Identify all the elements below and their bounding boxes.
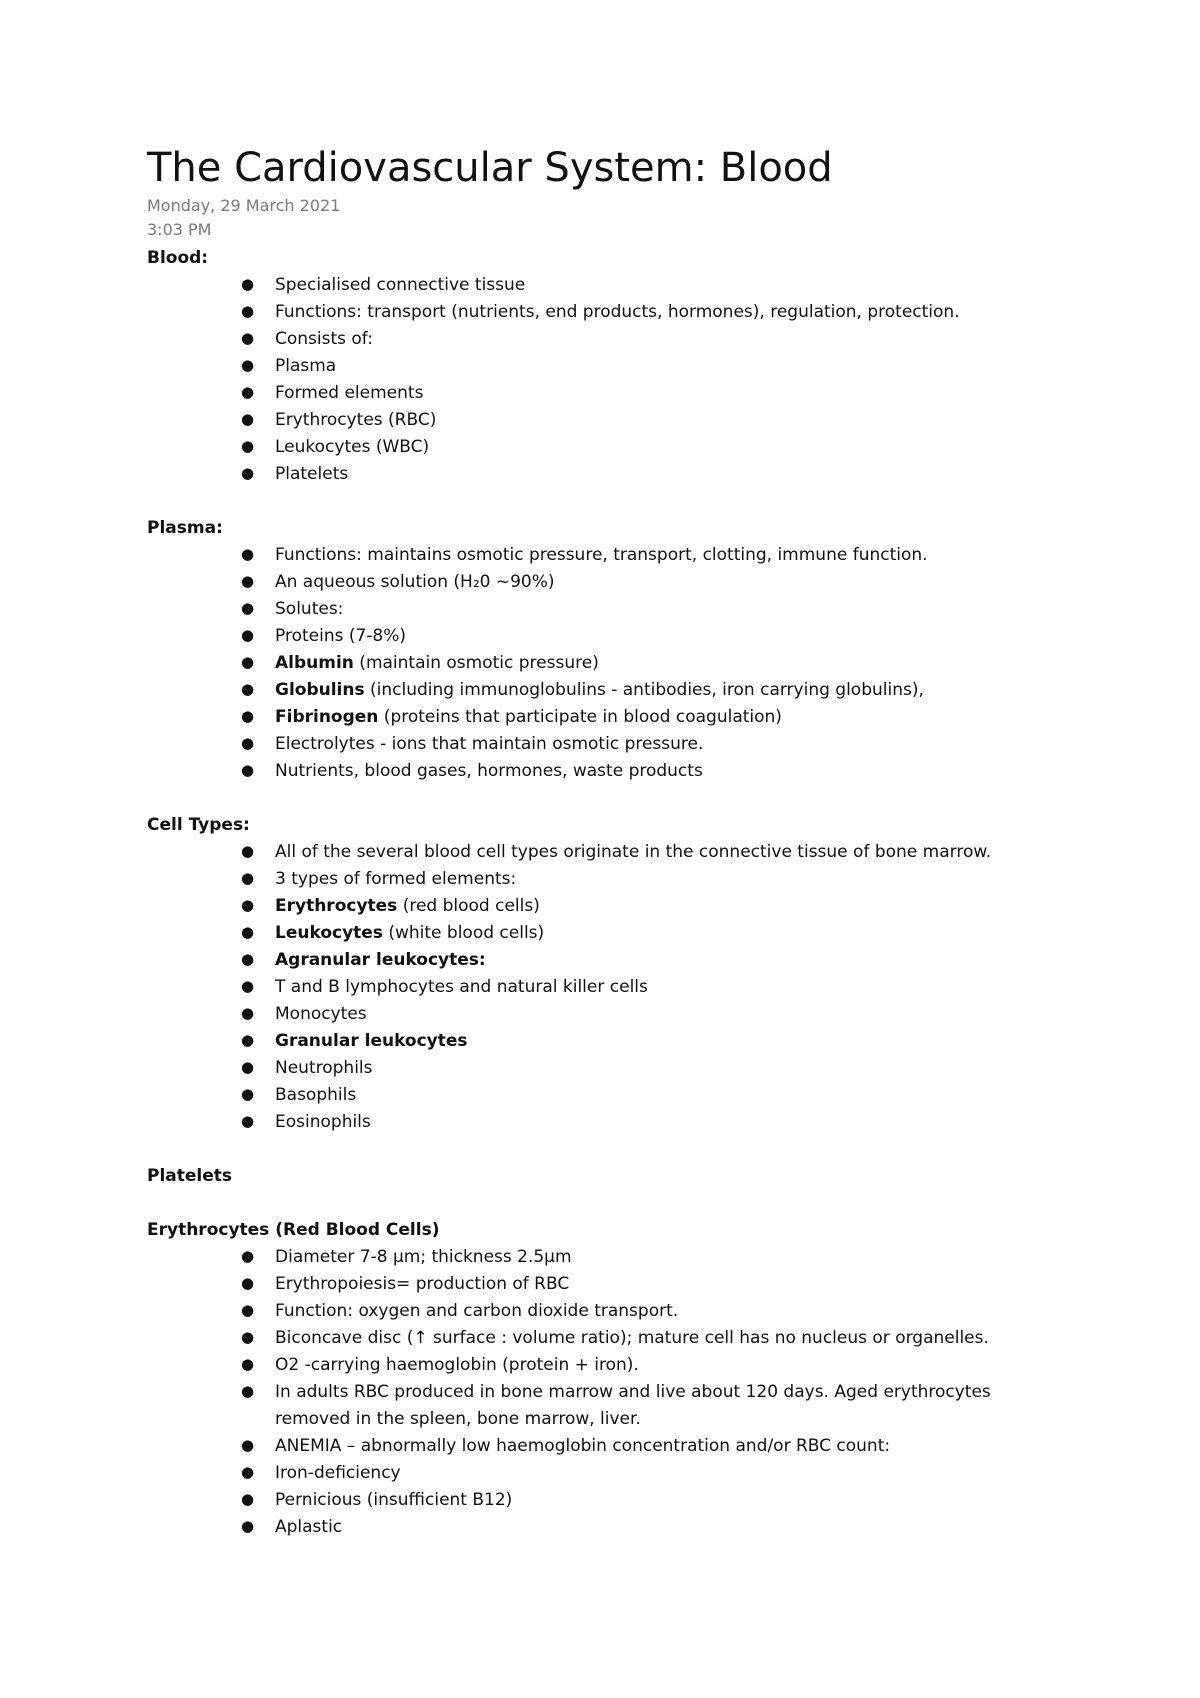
list-item: ● Erythrocytes (RBC) bbox=[241, 410, 437, 430]
note-date: Monday, 29 March 2021 bbox=[147, 196, 341, 215]
list-item: ● Electrolytes - ions that maintain osmotic pressure. bbox=[241, 734, 704, 754]
list-item: ● 3 types of formed elements: bbox=[241, 869, 517, 889]
bullet-icon: ● bbox=[241, 1490, 255, 1508]
section-heading-cell-types: Cell Types: bbox=[147, 815, 250, 835]
plasma-list bbox=[147, 542, 1087, 785]
bullet-icon: ● bbox=[241, 1382, 255, 1400]
bullet-icon: ● bbox=[241, 1058, 255, 1076]
blood-list bbox=[147, 272, 1087, 488]
list-item: ● Globulins (including immunoglobulins - antibodies, iron carrying globulins), bbox=[241, 680, 924, 700]
spacer bbox=[147, 785, 1087, 812]
list-item: ● Biconcave disc (↑ surface : volume ratio); mature cell has no nucleus or organelles. bbox=[241, 1328, 989, 1348]
spacer bbox=[147, 1136, 1087, 1163]
list-item: ● Iron-deficiency bbox=[241, 1463, 401, 1483]
list-item: ● Functions: transport (nutrients, end products, hormones), regulation, protection. bbox=[241, 302, 960, 322]
list-item: ● Formed elements bbox=[241, 383, 424, 403]
bullet-icon: ● bbox=[241, 896, 255, 914]
bullet-icon: ● bbox=[241, 761, 255, 779]
bullet-icon: ● bbox=[241, 599, 255, 617]
list-item: ● Basophils bbox=[241, 1085, 357, 1105]
list-item: ● Diameter 7-8 µm; thickness 2.5µm bbox=[241, 1247, 572, 1267]
list-item: ● Proteins (7-8%) bbox=[241, 626, 407, 646]
list-item: ● Albumin (maintain osmotic pressure) bbox=[241, 653, 599, 673]
list-item: ● Specialised connective tissue bbox=[241, 275, 526, 295]
list-item: ● Leukocytes (white blood cells) bbox=[241, 923, 545, 943]
bullet-icon: ● bbox=[241, 734, 255, 752]
bullet-icon: ● bbox=[241, 1301, 255, 1319]
bullet-icon: ● bbox=[241, 437, 255, 455]
spacer bbox=[147, 488, 1087, 515]
list-item: ● Nutrients, blood gases, hormones, waste products bbox=[241, 761, 703, 781]
list-item: ● Erythrocytes (red blood cells) bbox=[241, 896, 540, 916]
list-item: ● Monocytes bbox=[241, 1004, 367, 1024]
bullet-icon: ● bbox=[241, 950, 255, 968]
section-heading-plasma: Plasma: bbox=[147, 518, 223, 538]
note-time: 3:03 PM bbox=[147, 220, 212, 239]
list-item: ● Functions: maintains osmotic pressure, transport, clotting, immune function. bbox=[241, 545, 928, 565]
bullet-icon: ● bbox=[241, 1274, 255, 1292]
list-item: ● Fibrinogen (proteins that participate in blood coagulation) bbox=[241, 707, 782, 727]
spacer bbox=[147, 1190, 1087, 1217]
cell-types-list bbox=[147, 839, 1087, 1136]
list-item: ● Platelets bbox=[241, 464, 349, 484]
bullet-icon: ● bbox=[241, 923, 255, 941]
list-item: ● ANEMIA – abnormally low haemoglobin concentration and/or RBC count: bbox=[241, 1436, 891, 1456]
bullet-icon: ● bbox=[241, 977, 255, 995]
bullet-icon: ● bbox=[241, 1004, 255, 1022]
section-heading-blood: Blood: bbox=[147, 248, 209, 268]
list-item: ● Neutrophils bbox=[241, 1058, 373, 1078]
bullet-icon: ● bbox=[241, 383, 255, 401]
bullet-icon: ● bbox=[241, 1085, 255, 1103]
bullet-icon: ● bbox=[241, 842, 255, 860]
list-item: ● Leukocytes (WBC) bbox=[241, 437, 430, 457]
bullet-icon: ● bbox=[241, 1247, 255, 1265]
bullet-icon: ● bbox=[241, 464, 255, 482]
bullet-icon: ● bbox=[241, 1031, 255, 1049]
bullet-icon: ● bbox=[241, 356, 255, 374]
section-heading-erythrocytes: Erythrocytes (Red Blood Cells) bbox=[147, 1220, 440, 1240]
bullet-icon: ● bbox=[241, 1517, 255, 1535]
section-heading-platelets: Platelets bbox=[147, 1166, 233, 1186]
list-item: ● Agranular leukocytes: bbox=[241, 950, 486, 970]
list-item: ● Function: oxygen and carbon dioxide transport. bbox=[241, 1301, 679, 1321]
list-item: ● Plasma bbox=[241, 356, 337, 376]
bullet-icon: ● bbox=[241, 1436, 255, 1454]
list-item: ● Consists of: bbox=[241, 329, 373, 349]
list-item: ● Erythropoiesis= production of RBC bbox=[241, 1274, 570, 1294]
bullet-icon: ● bbox=[241, 275, 255, 293]
list-item: ● Pernicious (insufficient B12) bbox=[241, 1490, 513, 1510]
list-item: ● O2 -carrying haemoglobin (protein + iron). bbox=[241, 1355, 639, 1375]
list-item: ● Aplastic bbox=[241, 1517, 343, 1537]
page-title: The Cardiovascular System: Blood bbox=[147, 145, 833, 191]
bullet-icon: ● bbox=[241, 302, 255, 320]
list-item: ● Solutes: bbox=[241, 599, 344, 619]
bullet-icon: ● bbox=[241, 626, 255, 644]
list-item: ● Eosinophils bbox=[241, 1112, 371, 1132]
bullet-icon: ● bbox=[241, 869, 255, 887]
bullet-icon: ● bbox=[241, 572, 255, 590]
list-item: ● All of the several blood cell types originate in the connective tissue of bone marrow. bbox=[241, 842, 992, 862]
bullet-icon: ● bbox=[241, 1463, 255, 1481]
bullet-icon: ● bbox=[241, 1328, 255, 1346]
bullet-icon: ● bbox=[241, 680, 255, 698]
note-body bbox=[147, 245, 1087, 1541]
bullet-icon: ● bbox=[241, 410, 255, 428]
bullet-icon: ● bbox=[241, 653, 255, 671]
list-item: ● An aqueous solution (H₂0 ~90%) bbox=[241, 572, 555, 592]
list-item: ● In adults RBC produced in bone marrow and live about 120 days. Aged erythrocytes removed in the spleen, bone marrow, liver. bbox=[241, 1382, 991, 1429]
bullet-icon: ● bbox=[241, 707, 255, 725]
bullet-icon: ● bbox=[241, 545, 255, 563]
list-item: ● Granular leukocytes bbox=[241, 1031, 468, 1051]
erythrocytes-list bbox=[147, 1244, 1087, 1541]
list-item: ● T and B lymphocytes and natural killer cells bbox=[241, 977, 648, 997]
bullet-icon: ● bbox=[241, 1112, 255, 1130]
bullet-icon: ● bbox=[241, 1355, 255, 1373]
bullet-icon: ● bbox=[241, 329, 255, 347]
